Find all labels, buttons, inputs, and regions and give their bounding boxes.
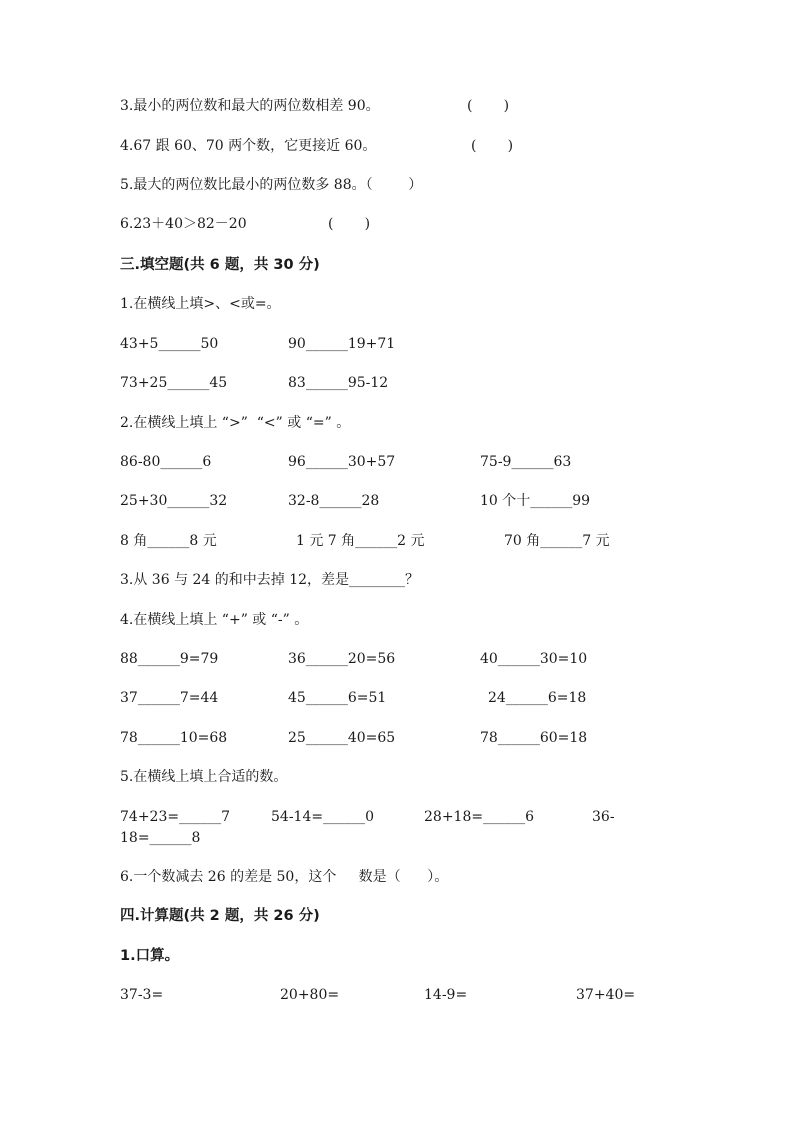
calc-q1-item: 37+40= bbox=[576, 987, 636, 1003]
fill-q4-item: 78______10=68 bbox=[120, 730, 228, 746]
fill-q1-item: 83______95-12 bbox=[288, 375, 389, 391]
section-4-title: 四.计算题(共 2 题，共 26 分) bbox=[120, 908, 320, 924]
fill-q6-text: 6.一个数减去 26 的差是 50，这个 数是（ ）。 bbox=[120, 869, 449, 885]
fill-q4-item: 25______40=65 bbox=[288, 730, 396, 746]
fill-q4-item: 45______6=51 bbox=[288, 690, 387, 706]
fill-q4-item: 24______6=18 bbox=[488, 690, 587, 706]
fill-q4-item: 37______7=44 bbox=[120, 690, 219, 706]
fill-q2-item: 96______30+57 bbox=[288, 454, 396, 470]
fill-q2-item: 1 元 7 角______2 元 bbox=[296, 533, 425, 549]
fill-q1-item: 90______19+71 bbox=[288, 336, 396, 352]
fill-q2-item: 75-9______63 bbox=[480, 454, 572, 470]
fill-q2-item: 10 个十______99 bbox=[480, 493, 591, 509]
calc-q1-item: 14-9= bbox=[424, 987, 468, 1003]
fill-q1-text: 1.在横线上填>、<或=。 bbox=[120, 296, 281, 312]
calc-q1-text: 1.口算。 bbox=[120, 948, 180, 964]
judge-q6-answer-paren: ( ) bbox=[328, 216, 371, 232]
fill-q5-item: 54-14=______0 bbox=[271, 809, 374, 825]
calc-q1-item: 37-3= bbox=[120, 987, 164, 1003]
section-3-title: 三.填空题(共 6 题，共 30 分) bbox=[120, 257, 320, 273]
fill-q2-item: 70 角______7 元 bbox=[504, 533, 610, 549]
fill-q1-item: 43+5______50 bbox=[120, 336, 219, 352]
judge-q3-text: 3.最小的两位数和最大的两位数相差 90。 bbox=[120, 98, 380, 114]
fill-q2-text: 2.在横线上填上 “>” “<” 或 “=” 。 bbox=[120, 415, 351, 431]
calc-q1-item: 20+80= bbox=[280, 987, 340, 1003]
fill-q3-text: 3.从 36 与 24 的和中去掉 12，差是________？ bbox=[120, 572, 420, 588]
fill-q5-item: 74+23=______7 bbox=[120, 809, 230, 825]
fill-q5-text: 5.在横线上填上合适的数。 bbox=[120, 769, 288, 785]
judge-q4-text: 4.67 跟 60、70 两个数，它更接近 60。 bbox=[120, 138, 377, 154]
judge-q6-text: 6.23＋40＞82－20 bbox=[120, 216, 247, 232]
fill-q4-item: 40______30=10 bbox=[480, 651, 588, 667]
fill-q5-item: 36- bbox=[592, 809, 615, 825]
judge-q3-answer-paren: ( ) bbox=[467, 98, 510, 114]
fill-q2-item: 8 角______8 元 bbox=[120, 533, 217, 549]
judge-q5-text: 5.最大的两位数比最小的两位数多 88。（ ） bbox=[120, 177, 423, 193]
fill-q4-item: 88______9=79 bbox=[120, 651, 219, 667]
fill-q4-item: 36______20=56 bbox=[288, 651, 396, 667]
fill-q1-item: 73+25______45 bbox=[120, 375, 228, 391]
fill-q2-item: 86-80______6 bbox=[120, 454, 212, 470]
fill-q2-item: 32-8______28 bbox=[288, 493, 380, 509]
fill-q5-item: 18=______8 bbox=[120, 830, 201, 846]
fill-q4-item: 78______60=18 bbox=[480, 730, 588, 746]
judge-q4-answer-paren: ( ) bbox=[471, 138, 514, 154]
fill-q4-text: 4.在横线上填上 “+” 或 “-” 。 bbox=[120, 612, 309, 628]
fill-q5-item: 28+18=______6 bbox=[424, 809, 534, 825]
fill-q2-item: 25+30______32 bbox=[120, 493, 228, 509]
